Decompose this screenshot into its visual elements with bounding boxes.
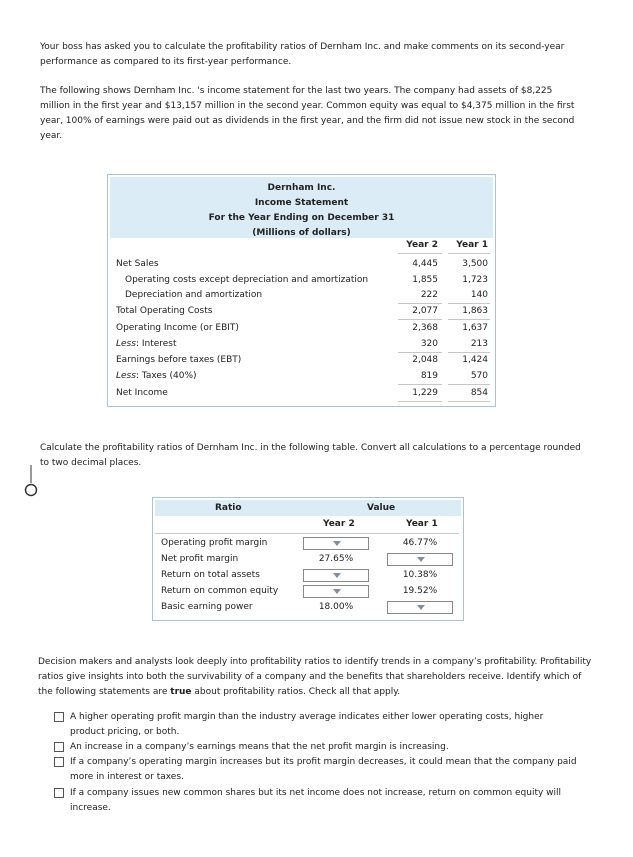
option-3-text: If a company’s operating margin increases but its profit margin decreases, it could mean that the company paid more in interest or taxes.	[70, 757, 577, 782]
col-year-1: Year 1	[406, 519, 438, 529]
statement-period: For the Year Ending on December 31	[208, 213, 395, 223]
value-opm-year-1: 46.77%	[402, 538, 438, 548]
col-value: Value	[367, 503, 396, 513]
dropdown-roa-year-2[interactable]	[303, 569, 369, 582]
row-operating-income: Operating Income (or EBIT) 2,368 1,637	[116, 323, 488, 333]
value-roa-year-1: 10.38%	[402, 570, 438, 580]
col-year-1: Year 1	[456, 240, 488, 250]
income-statement-header	[110, 177, 493, 238]
checkbox-option-1[interactable]	[54, 712, 64, 722]
value-bep-year-2: 18.00%	[318, 602, 354, 612]
option-4-text: If a company issues new common shares but its net income does not increase, return on common equity will increase.	[70, 788, 562, 813]
row-net-sales: Net Sales 4,445 3,500	[116, 259, 488, 269]
ratio-label-operating-profit-margin: Operating profit margin	[161, 538, 268, 548]
instruction-text: Calculate the profitability ratios of Dernham Inc. in the following table. Convert all calculations to a percentage rounded to two decimal places.	[40, 443, 581, 468]
col-ratio: Ratio	[215, 503, 242, 513]
dropdown-opm-year-2[interactable]	[303, 537, 369, 550]
statement-title: Income Statement	[254, 198, 349, 208]
ratio-table-header	[155, 500, 461, 516]
company-name: Dernham Inc.	[267, 183, 336, 193]
checkbox-option-3[interactable]	[54, 757, 64, 767]
dropdown-bep-year-1[interactable]	[387, 601, 453, 614]
column-header-row	[108, 237, 495, 253]
emphasis-true: true	[170, 687, 192, 697]
row-depreciation: Depreciation and amortization 222 140	[125, 290, 488, 300]
row-total-operating-costs: Total Operating Costs 2,077 1,863	[116, 306, 488, 316]
col-year-2: Year 2	[406, 240, 438, 250]
income-statement-table	[107, 174, 496, 407]
row-ebt: Earnings before taxes (EBT) 2,048 1,424	[116, 355, 488, 365]
intro-paragraph-1: Your boss has asked you to calculate the profitability ratios of Dernham Inc. and make comments on its second-year performance as compared to its first-year performance.	[40, 42, 565, 67]
ratio-table	[152, 497, 464, 621]
ratio-label-basic-earning-power: Basic earning power	[161, 602, 253, 612]
statement-units: (Millions of dollars)	[252, 228, 351, 238]
ratio-label-return-on-common-equity: Return on common equity	[161, 586, 279, 596]
row-net-income: Net Income 1,229 854	[116, 388, 488, 398]
option-2-text: An increase in a company’s earnings means that the net profit margin is increasing.	[70, 742, 449, 752]
dropdown-npm-year-1[interactable]	[387, 553, 453, 566]
row-interest: Less: Interest 320 213	[116, 339, 488, 349]
checkbox-option-2[interactable]	[54, 742, 64, 752]
intro-paragraph-2: The following shows Dernham Inc. 's income statement for the last two years. The company had assets of $8,225 million in the first year and $13,157 million in the second year. Common equity was equal to $4,375 million in the first year, 100% of earnings were paid out as dividends in the first year, and the firm did not issue new stock in the second year.	[40, 86, 575, 141]
row-taxes: Less: Taxes (40%) 819 570	[116, 371, 488, 381]
ratio-label-net-profit-margin: Net profit margin	[161, 554, 239, 564]
ratio-label-return-on-total-assets: Return on total assets	[161, 570, 260, 580]
value-roe-year-1: 19.52%	[402, 586, 438, 596]
option-1-text: A higher operating profit margin than the industry average indicates either lower operating costs, higher product pricing, or both.	[70, 712, 544, 737]
row-operating-costs: Operating costs except depreciation and amortization 1,855 1,723	[125, 275, 488, 285]
discussion-text: Decision makers and analysts look deeply into profitability ratios to identify trends in a company’s profitability. Profitability ratios give insights into both the survivability of a company and the benefits that shareholders receive. Identify which of the following statements are true about profitability ratios. Check all that apply.	[38, 657, 592, 697]
dropdown-roe-year-2[interactable]	[303, 585, 369, 598]
value-npm-year-2: 27.65%	[318, 554, 354, 564]
col-year-2: Year 2	[323, 519, 355, 529]
checkbox-option-4[interactable]	[54, 788, 64, 798]
cursor-pointer-icon	[24, 465, 38, 499]
